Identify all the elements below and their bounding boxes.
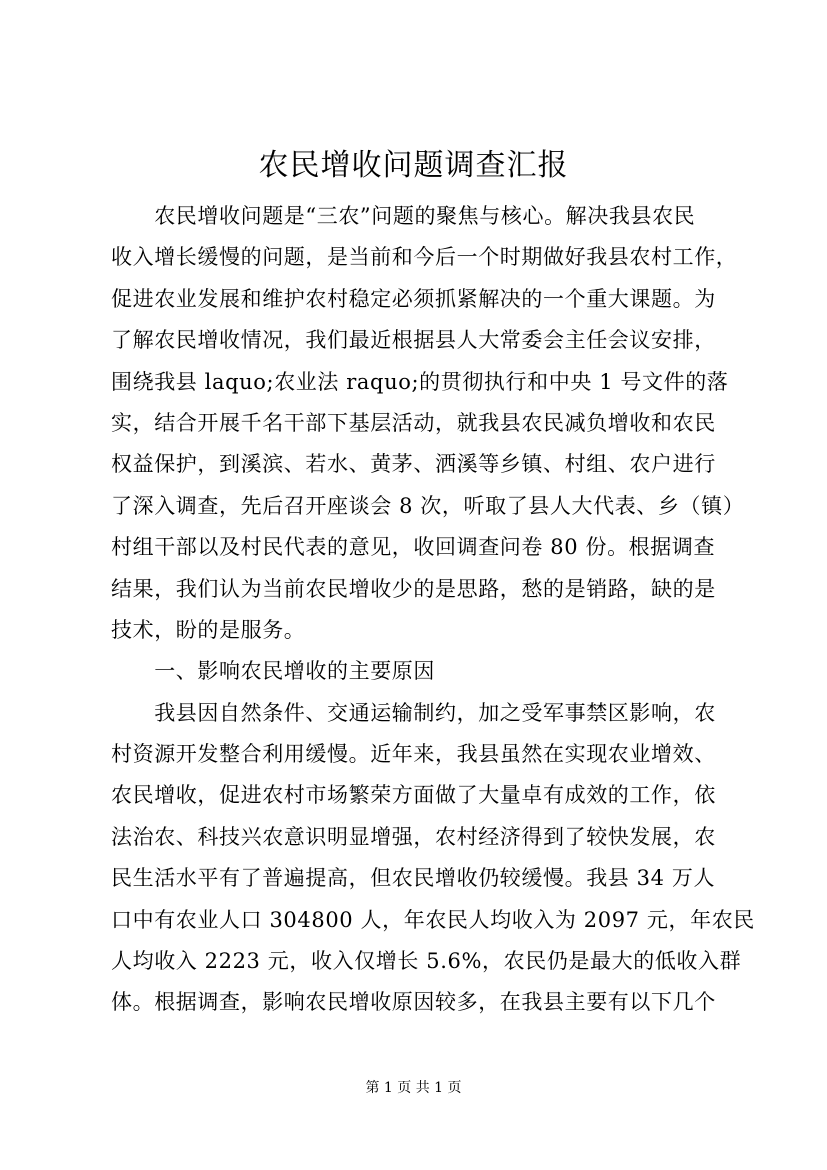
paragraph-line: 结果，我们认为当前农民增收少的是思路，愁的是销路，缺的是 <box>111 576 716 601</box>
paragraph-line: 民生活水平有了普遍提高，但农民增收仍较缓慢。我县 34 万人 <box>111 866 716 891</box>
document-title: 农民增收问题调查汇报 <box>258 148 569 183</box>
paragraph-line: 法治农、科技兴农意识明显增强，农村经济得到了较快发展，农 <box>111 824 716 849</box>
paragraph-line: 人均收入 2223 元，收入仅增长 5.6%，农民仍是最大的低收入群 <box>111 949 742 974</box>
paragraph-line: 了解农民增收情况，我们最近根据县人大常委会主任会议安排， <box>111 328 716 353</box>
paragraph-line: 我县因自然条件、交通运输制约，加之受军事禁区影响，农 <box>111 700 716 725</box>
paragraph-line: 体。根据调查，影响农民增收原因较多，在我县主要有以下几个 <box>111 990 716 1015</box>
paragraph-line: 农民增收，促进农村市场繁荣方面做了大量卓有成效的工作，依 <box>111 783 716 808</box>
paragraph-line: 口中有农业人口 304800 人，年农民人均收入为 2097 元，年农民 <box>111 907 755 932</box>
paragraph-line: 实，结合开展千名干部下基层活动，就我县农民减负增收和农民 <box>111 410 716 435</box>
paragraph-line: 村组干部以及村民代表的意见，收回调查问卷 80 份。根据调查 <box>111 535 716 560</box>
paragraph-line: 技术，盼的是服务。 <box>111 617 306 642</box>
paragraph-line: 村资源开发整合利用缓慢。近年来，我县虽然在实现农业增效、 <box>111 742 716 767</box>
document-body <box>111 196 755 1024</box>
section-heading: 一、影响农民增收的主要原因 <box>111 659 435 684</box>
paragraph-line: 权益保护，到溪滨、若水、黄茅、洒溪等乡镇、村组、农户进行 <box>111 452 716 477</box>
paragraph-line: 围绕我县 laquo;农业法 raquo;的贯彻执行和中央 1 号文件的落 <box>111 369 729 394</box>
paragraph-line: 农民增收问题是“三农”问题的聚焦与核心。解决我县农民 <box>111 204 696 228</box>
page-number-footer: 第 1 页 共 1 页 <box>365 1080 462 1096</box>
paragraph-line: 收入增长缓慢的问题，是当前和今后一个时期做好我县农村工作， <box>111 245 738 270</box>
paragraph-line: 了深入调查，先后召开座谈会 8 次，听取了县人大代表、乡（镇） <box>111 493 745 518</box>
paragraph-line: 促进农业发展和维护农村稳定必须抓紧解决的一个重大课题。为 <box>111 286 716 311</box>
